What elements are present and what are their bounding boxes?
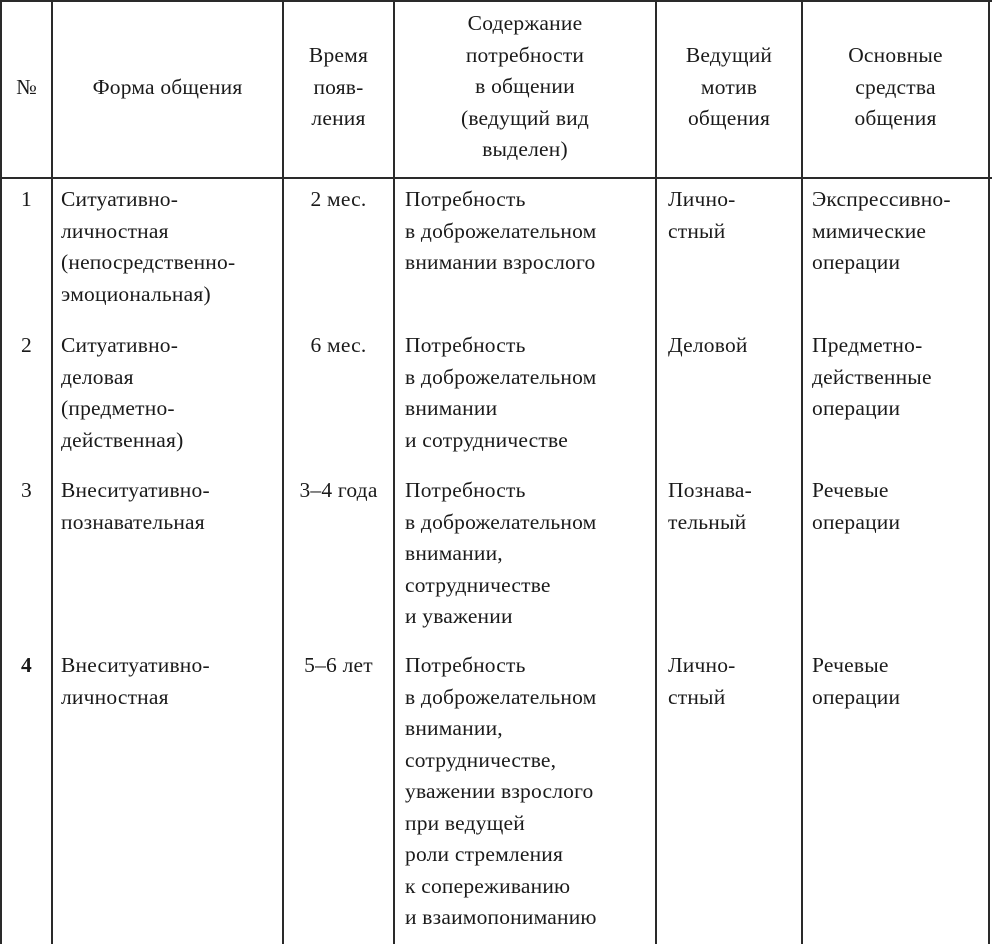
row-motive: Лично- стный [668, 187, 736, 243]
table-top-border [0, 0, 992, 2]
column-divider [51, 0, 53, 944]
column-divider [282, 0, 284, 944]
table-left-border [0, 0, 2, 944]
header-time: Время появ- ления [308, 43, 369, 130]
row-time: 5–6 лет [304, 653, 373, 677]
header-number: № [16, 75, 37, 99]
row-number: 4 [21, 653, 32, 677]
row-motive: Лично- стный [668, 653, 736, 709]
row-content: Потребность в доброжелательном внимании и сотрудничестве [405, 333, 597, 452]
row-motive: Познава- тельный [668, 478, 752, 534]
column-divider [655, 0, 657, 944]
row-form: Ситуативно- личностная (непосредственно- эмоциональная) [61, 187, 236, 306]
row-motive: Деловой [668, 333, 748, 357]
row-time: 3–4 года [299, 478, 378, 502]
header-content: Содержание потребности в общении (ведущий вид выделен) [460, 11, 590, 161]
row-form: Внеситуативно- личностная [61, 653, 210, 709]
header-bottom-border [0, 177, 992, 179]
row-content: Потребность в доброжелательном внимании, сотрудничестве, уважении взрослого при ведущей роли стремления к сопереживанию и взаимопониманию [405, 653, 597, 929]
row-means: Речевые операции [812, 478, 901, 534]
row-time: 6 мес. [310, 333, 367, 357]
row-time: 2 мес. [310, 187, 367, 211]
row-means: Предметно- действенные операции [812, 333, 932, 420]
row-form: Внеситуативно- познавательная [61, 478, 210, 534]
row-number: 1 [21, 187, 32, 211]
column-divider [801, 0, 803, 944]
header-motive: Ведущий мотив общения [685, 43, 773, 130]
row-form: Ситуативно- деловая (предметно- действенная) [61, 333, 184, 452]
row-means: Речевые операции [812, 653, 901, 709]
table-right-border [988, 0, 990, 944]
header-means: Основные средства общения [848, 43, 943, 130]
row-number: 2 [21, 333, 32, 357]
row-content: Потребность в доброжелательном внимании, сотрудничестве и уважении [405, 478, 597, 628]
row-content: Потребность в доброжелательном внимании взрослого [405, 187, 597, 274]
header-form: Форма общения [92, 75, 243, 99]
row-number: 3 [21, 478, 32, 502]
row-means: Экспрессивно- мимические операции [812, 187, 951, 274]
